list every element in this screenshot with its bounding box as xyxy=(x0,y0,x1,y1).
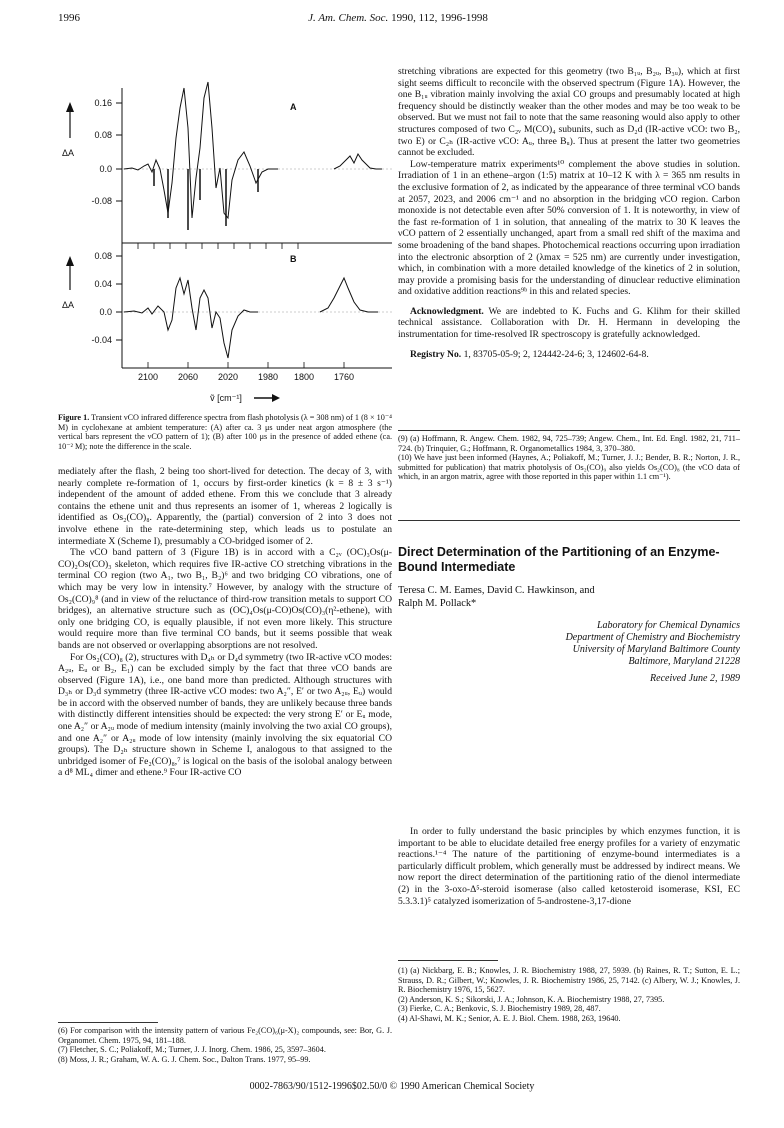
footnote: (1) (a) Nickbarg, E. B.; Knowles, J. R. Biochemistry 1988, 27, 5939. (b) Raines, R. T.; Sutton, E. L.; Strauss, D. R.; Gilbert, W.; Knowles, J. R. Biochemistry 1986, 25, 7142. (c) Albery, W. J.; Knowles, J. R. Biochemistry 1976, 15, 5627. xyxy=(398,966,740,995)
footnote-rule xyxy=(398,430,740,431)
x-tick-label: 1760 xyxy=(333,372,355,382)
author-line: Teresa C. M. Eames, David C. Hawkinson, and xyxy=(398,585,595,596)
article-authors xyxy=(398,585,740,610)
panel-a-trace xyxy=(124,82,278,218)
journal-year-volume: 1990, 112, 1996-1998 xyxy=(391,12,488,24)
panel-b-tick-label: 0.0 xyxy=(99,307,112,317)
panel-a-trace-2 xyxy=(334,154,382,169)
acknowledgment-text: We are indebted to K. Fuchs and G. Klihm for their skilled technical assistance. Collaboration with Dr. H. Hermann in developing the instrumentation for time-resolved IR spectroscopy is gratefully acknowledged. xyxy=(398,305,740,341)
paragraph: mediately after the flash, 2 being too short-lived for detection. The decay of 3, with nearly complete re-formation of 1, occurs by first-order kinetics (k = 8 ± 3 s⁻¹) independent of the amount of added ethene. From this we conclude that 3 already contains the ethene unit and thus represents an isomer of 1, whereas 2 logically is identified as Os₂(CO)₈. Apparently, the (partial) conversion of 2 into 3 does not involve ethene in the rate-determining step, which leads us to postulate an intermediate X (Scheme I), presumably a CO-bridged isomer of 2. xyxy=(58,466,392,547)
caption-text: Transient νCO infrared difference spectra from flash photolysis (λ = 308 nm) of 1 (8 × 10⁻⁴ M) in cyclohexane at ambient temperature: (A) after ca. 3 μs under neat argon atmosphere (the vertical bars represent the νCO pattern of 1); (B) after 100 μs in the presence of added ethene (ca. 10⁻² M); note the difference in the scale. xyxy=(58,413,392,451)
panel-b-tick-label: 0.08 xyxy=(94,251,112,261)
affiliation-line: University of Maryland Baltimore County xyxy=(572,644,740,655)
panel-a-tick-label: 0.16 xyxy=(94,98,112,108)
footnote-rule xyxy=(58,1022,158,1023)
x-tick-label: 1980 xyxy=(257,372,279,382)
affiliation-line: Baltimore, Maryland 21228 xyxy=(628,656,740,667)
author-line: Ralph M. Pollack* xyxy=(398,597,477,609)
left-footnotes xyxy=(58,1026,392,1064)
arrow-head-icon xyxy=(66,102,74,112)
panel-b-trace xyxy=(124,278,258,358)
article-title: Direct Determination of the Partitioning of an Enzyme-Bound Intermediate xyxy=(398,545,720,574)
panel-b-label: B xyxy=(290,254,297,264)
panel-a-tick-label: 0.0 xyxy=(99,164,112,174)
x-tick-label: 2100 xyxy=(137,372,159,382)
footnote: (7) Fletcher, S. C.; Poliakoff, M.; Turner, J. J. Inorg. Chem. 1986, 25, 3597–3604. xyxy=(58,1045,326,1055)
footnote: (4) Al-Shawi, M. K.; Senior, A. E. J. Biol. Chem. 1988, 263, 19640. xyxy=(398,1013,621,1023)
x-axis-label: ṽ [cm⁻¹] xyxy=(210,393,242,403)
paragraph: In order to fully understand the basic principles by which enzymes function, it is important to be able to elucidate detailed free energy profiles for a variety of enzymatic reactions.¹⁻⁴ The nature of the partitioning of enzyme-bound intermediates is a particularly difficult problem, which generally must be addressed by indirect means. We now report the direct determination of the partitioning ratio of the dienol intermediate (2) in the 3-oxo-Δ⁵-steroid isomerase (also called ketosteroid isomerase, KSI, EC 5.3.3.1)⁵ catalyzed isomerization of 5-androstene-3,17-dione xyxy=(398,826,740,907)
figure-caption xyxy=(58,413,392,451)
panel-b-trace-2 xyxy=(320,278,378,312)
footnote: (2) Anderson, K. S.; Sikorski, J. A.; Johnson, K. A. Biochemistry 1988, 27, 7395. xyxy=(398,994,665,1004)
article-affiliation xyxy=(398,620,740,668)
panel-a-tick-label: 0.08 xyxy=(94,130,112,140)
delta-a-label: ΔA xyxy=(62,148,75,158)
affiliation-line: Laboratory for Chemical Dynamics xyxy=(596,620,740,631)
panel-a-label: A xyxy=(290,102,297,112)
acknowledgment-label: Acknowledgment. xyxy=(410,305,484,317)
figure-1 xyxy=(58,68,392,406)
arrow-head-icon xyxy=(66,256,74,266)
left-column-text xyxy=(58,466,392,779)
affiliation-line: Department of Chemistry and Biochemistry xyxy=(565,632,740,643)
footnote: (9) (a) Hoffmann, R. Angew. Chem. 1982, 94, 725–739; Angew. Chem., Int. Ed. Engl. 1982, 21, 711–724. (b) Trinquier, G.; Hoffmann, R. Organometallics 1984, 3, 370–380. xyxy=(398,434,740,453)
x-tick-label: 2020 xyxy=(217,372,239,382)
article-body xyxy=(398,826,740,907)
paragraph: The νCO band pattern of 3 (Figure 1B) is in accord with a C₂ᵥ (OC)₃Os(μ-CO)₂Os(CO)₃ skeleton, which requires five IR-active CO stretching vibrations in the terminal CO region (two A₁, two B₁, B₂)⁶ and two bridging CO vibrations, one of which may be very low in intensity.⁷ However, by analogy with the structure of Os₂(CO)₉⁸ (and in view of the reluctance of third-row transition metals to support CO bridges), an alternative structure such as (OC)₄Os(μ-CO)Os(CO)₃(η²-ethene), with only one bridging CO, is equally plausible, if not even more likely. This structure would require more than five terminal CO bands, but it seems possible that weak bands are not observed or overlapping absorptions are not resolved. xyxy=(58,547,392,651)
x-tick-label: 2060 xyxy=(177,372,199,382)
page-footer: 0002-7863/90/1512-1996$02.50/0 © 1990 American Chemical Society xyxy=(249,1081,535,1092)
registry-text: 1, 83705-05-9; 2, 124442-24-6; 3, 124602-64-8. xyxy=(463,348,649,360)
page-header xyxy=(58,12,738,28)
paragraph: For Os₂(CO)₈ (2), structures with D₄ₕ or D₄d symmetry (two IR-active νCO modes: A₂ᵤ, Eᵤ or B₂, E₁) can be excluded simply by the fact that three νCO bands are observed (Figure 1A), i.e., one band more than predicted. Although structures with D₃ₕ or D₃d symmetry (three IR-active νCO modes: two A₂″, E′ or two A₂ᵤ, Eᵤ) would be in accord with the observed number of bands, they are unlikely because three bands with distinctly different intensities should be expected: the very strong E′ or Eᵤ mode, one A₂″ or A₂ᵤ mode of medium intensity (mainly involving the two axial CO groups), and one A₂″ or A₂ᵤ mode of low intensity (mainly involving the six equatorial CO groups). The D₂ₕ structure shown in Scheme I, analogous to that assigned to the unbridged isomer of Fe₂(CO)₈,⁷ is logical on the basis of the isolobal analogy between a d⁸ ML₄ dimer and ethene.⁹ Four IR-active CO xyxy=(58,651,392,779)
delta-a-label: ΔA xyxy=(62,300,75,310)
paragraph: Low-temperature matrix experiments¹⁰ complement the above studies in solution. Irradiation of 1 in an ethene–argon (1:5) matrix at 10–12 K with λ = 365 nm results in the exclusive formation of 2, as indicated by the appearance of three terminal νCO bands at 2057, 2023, and 2006 cm⁻¹ and no absorption in the bridging νCO region. Carbon monoxide is not detectable even after 50% conversion of 1. It is noteworthy, in view of the fast re-formation of 1 in solution, that annealing of the matrix to 30 K leaves the νCO pattern of 2 essentially unchanged, apart from a small red shift of the maxima and some broadening of the band shapes. Photochemical reactions occurring upon irradiation into the electronic absorption of 2 (λmax = 525 nm) are currently under investigation, which, in combination with a more detailed knowledge of the kinetics of 2 in solution, may provide a promising basis for the understanding of dinuclear reductive elimination and oxidative addition reactions⁹ᵇ in this and related species. xyxy=(398,158,740,298)
journal-name: J. Am. Chem. Soc. xyxy=(308,12,389,24)
panel-b-tick-label: -0.04 xyxy=(91,335,112,345)
section-rule xyxy=(398,520,740,521)
received-date: Received June 2, 1989 xyxy=(650,673,740,684)
footnote-rule xyxy=(398,960,498,961)
footnote: (3) Fierke, C. A.; Benkovic, S. J. Biochemistry 1989, 28, 487. xyxy=(398,1004,601,1014)
right-footnotes xyxy=(398,434,740,482)
x-tick-label: 1800 xyxy=(293,372,315,382)
article-header xyxy=(398,545,740,684)
caption-label: Figure 1. xyxy=(58,413,90,422)
registry-label: Registry No. xyxy=(410,348,462,360)
registry-numbers xyxy=(398,349,740,361)
panel-b-tick-label: 0.04 xyxy=(94,279,112,289)
acknowledgment xyxy=(398,306,740,341)
arrow-head-icon xyxy=(272,394,280,402)
footnote: (6) For comparison with the intensity pattern of various Fe₂(CO)₆(μ-X)₂ compounds, see: Bor, G. J. Organomet. Chem. 1975, 94, 181–188. xyxy=(58,1026,392,1045)
article-footnotes xyxy=(398,966,740,1024)
footnote: (10) We have just been informed (Haynes, A.; Poliakoff, M.; Turner, J. J.; Bender, B. R.; Norton, J. R., submitted for publication) that matrix photolysis of Os₂(CO)₉ also yields Os₂(CO)₈ (the νCO data of which, in an argon matrix, agree with those reported in this paper within 1.1 cm⁻¹). xyxy=(398,453,740,482)
page-number: 1996 xyxy=(58,12,80,24)
paragraph: stretching vibrations are expected for this geometry (two B₁ᵤ, B₂ᵤ, B₃ᵤ), which at first sight seems difficult to reconcile with the observed spectrum (Figure 1A). However, the one B₁ᵤ vibration mainly involving the axial CO groups and presumably located at high frequency should be distinctly weaker than the other modes and may be too weak to be observed. But we must not fail to note that the same reasoning would also apply to other structures composed of two C₂ᵥ M(CO)₄ subunits, such as D₂d (IR-active νCO: two B₂, two E) or C₂ₕ (IR-active νCO: Aᵤ, three Bᵤ). Thus at present the latter two geometries cannot be excluded. xyxy=(398,66,740,159)
footnote: (8) Moss, J. R.; Graham, W. A. G. J. Chem. Soc., Dalton Trans. 1977, 95–99. xyxy=(58,1054,311,1064)
running-head xyxy=(58,12,738,24)
panel-a-tick-label: -0.08 xyxy=(91,196,112,206)
right-column-text xyxy=(398,66,740,360)
spectra-plot xyxy=(58,68,392,406)
